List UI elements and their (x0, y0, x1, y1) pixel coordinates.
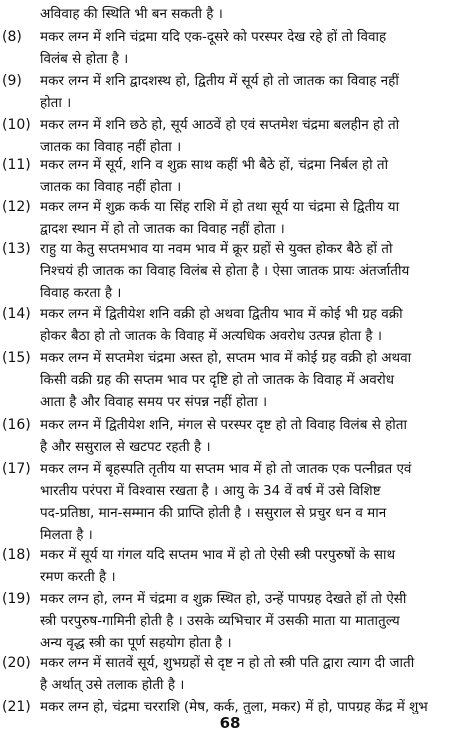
item-text: मकर लग्न में द्वितीयेश शनि वक्री हो अथवा द्वितीय भाव में कोई भी ग्रह वक्री होकर बैठा हो तो जातक के विवाह में अत्यधिक अवरोध उत्पन्न होता है । (40, 306, 403, 344)
item-number: (13) (2, 241, 31, 257)
item-number: (10) (2, 117, 31, 133)
item-number: (18) (2, 547, 31, 563)
item-text: मकर लग्न में शुक्र कर्क या सिंह राशि में हो तथा सूर्य या चंद्रमा से द्वितीय या द्वादश स्थान में हो तो जातक का विवाह नहीं होता । (40, 199, 400, 237)
item-number: (17) (2, 461, 31, 477)
item-number: (19) (2, 591, 31, 607)
item-text: मकर लग्न में शनि चंद्रमा यदि एक-दूसरे को परस्पर देख रहे हों तो विवाह विलंब से होता है । (40, 29, 387, 67)
item-text: मकर लग्न में शनि द्वादशस्थ हो, द्वितीय में सूर्य हो तो जातक का विवाह नहीं होता । (40, 73, 399, 111)
item-text: मकर लग्न हो, चंद्रमा चरराशि (मेष, कर्क, तुला, मकर) में हो, पापग्रह केंद्र में शुभ (40, 699, 428, 714)
item-number: (21) (2, 699, 31, 715)
item-number: (12) (2, 199, 31, 215)
item-text: मकर लग्न में द्वितीयेश शनि, मंगल से परस्पर दृष्ट हो तो विवाह विलंब से होता है और ससुराल से खटपट रहती है । (40, 417, 407, 455)
item-number: (15) (2, 350, 31, 366)
page-number: 68 (219, 714, 241, 732)
item-number: (16) (2, 417, 31, 433)
item-text: मकर में सूर्य या गंगल यदि सप्तम भाव में हो तो ऐसी स्त्री परपुरुषों के साथ रमण करती है । (40, 547, 396, 585)
item-number: (20) (2, 655, 31, 671)
item-number: (14) (2, 306, 31, 322)
item-text: मकर लग्न हो, लग्न में चंद्रमा व शुक्र स्थित हो, उन्हें पापग्रह देखते हों तो ऐसी स्त्री परपुरुष-गामिनी होती है । उसके व्यभिचार में उसकी माता या मातातुल्य अन्य वृद्ध स्त्री का पूर्ण सहयोग होता है । (40, 591, 407, 651)
item-text: मकर लग्न में शनि छठे हो, सूर्य आठवें हो एवं सप्तमेश चंद्रमा बलहीन हो तो जातक का विवाह नहीं होता । (40, 117, 400, 155)
item-number: (8) (2, 29, 22, 45)
item-text: मकर लग्न में सातवें सूर्य, शुभग्रहों से दृष्ट न हो तो स्त्री पति द्वारा त्याग दी जाती है अर्थात् उसे तलाक होती है । (40, 655, 415, 693)
item-text: मकर लग्न में सूर्य, शनि व शुक्र साथ कहीं भी बैठे हों, चंद्रमा निर्बल हो तो जातक का विवाह नहीं होता । (40, 157, 389, 195)
item-text: मकर लग्न में बृहस्पति तृतीय या सप्तम भाव में हो तो जातक एक पत्नीव्रत एवं भारतीय परंपरा में विश्वास रखता है । आयु के 34 वें वर्ष में उसे विशिष्ट पद-प्रतिष्ठा, मान-सम्मान की प्राप्ति होती है । ससुराल से प्रचुर धन व मान मिलता है । (40, 461, 412, 543)
item-number: (9) (2, 73, 22, 89)
lead-paragraph: अविवाह की स्थिति भी बन सकती है । (40, 6, 223, 22)
item-text: मकर लग्न में सप्तमेश चंद्रमा अस्त हो, सप्तम भाव में कोई ग्रह वक्री हो अथवा किसी वक्री ग्रह की सप्तम भाव पर दृष्टि हो तो जातक के विवाह में अवरोध आता है और विवाह समय पर संपन्न नहीं होता । (40, 350, 412, 410)
item-text: राहु या केतु सप्तमभाव या नवम भाव में क्रूर ग्रहों से युक्त होकर बैठे हों तो निश्चयं ही जातक का विवाह विलंब से होता है । ऐसा जातक प्रायः अंतर्जातीय विवाह करता है । (40, 241, 410, 301)
item-number: (11) (2, 157, 31, 173)
